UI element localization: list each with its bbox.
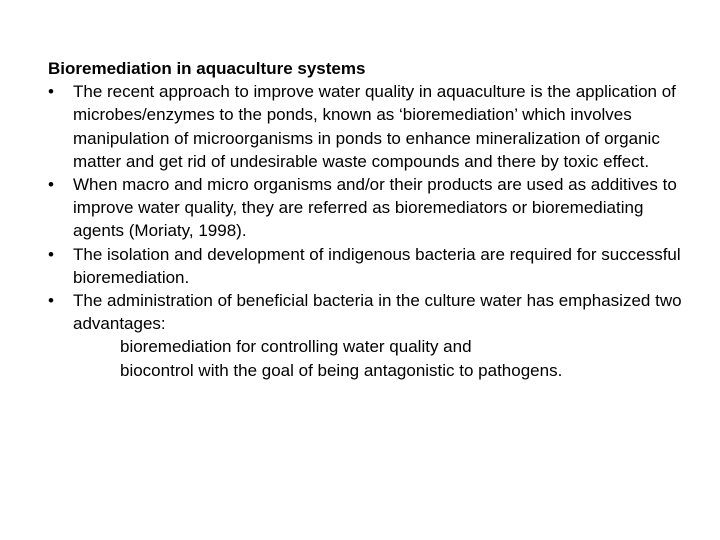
bullet-list bbox=[48, 80, 688, 335]
bullet-dot: • bbox=[48, 175, 54, 195]
bullet-text: The recent approach to improve water quality in aquaculture is the application of microbes/enzymes to the ponds, known as ‘bioremediation’ which involves manipulation of microorganisms in ponds to enhance mineralization of organic matter and get rid of undesirable waste compounds and there by toxic effect. bbox=[73, 82, 676, 171]
slide-content bbox=[48, 57, 688, 382]
bullet-item bbox=[48, 173, 688, 243]
advantage-line: bioremediation for controlling water quality and bbox=[120, 337, 472, 357]
slide-title: Bioremediation in aquaculture systems bbox=[48, 59, 366, 78]
bullet-item bbox=[48, 243, 688, 289]
bullet-dot: • bbox=[48, 82, 54, 102]
bullet-text: The administration of beneficial bacteria in the culture water has emphasized two advantages: bbox=[73, 291, 682, 334]
bullet-text: The isolation and development of indigenous bacteria are required for successful bioremediation. bbox=[73, 244, 681, 287]
bullet-dot: • bbox=[48, 244, 54, 264]
bullet-item bbox=[48, 80, 688, 173]
bullet-dot: • bbox=[48, 291, 54, 311]
bullet-text: When macro and micro organisms and/or their products are used as additives to improve water quality, they are referred as bioremediators or bioremediating agents (Moriaty, 1998). bbox=[73, 175, 677, 241]
bullet-item bbox=[48, 289, 688, 335]
advantage-line: biocontrol with the goal of being antagonistic to pathogens. bbox=[120, 360, 563, 380]
